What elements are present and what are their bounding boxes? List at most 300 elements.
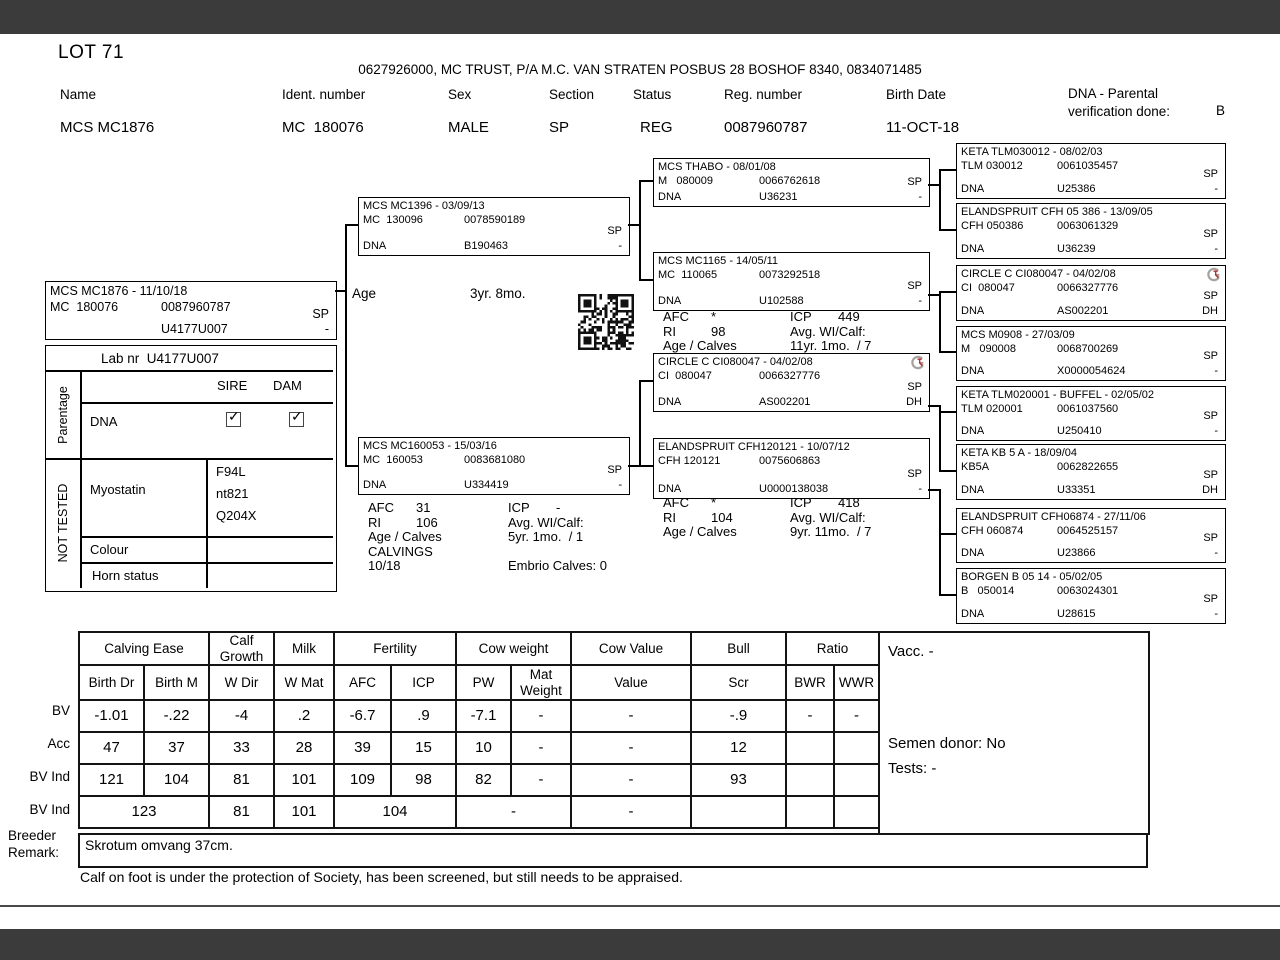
stat-label: 11yr. 1mo. / 7 [790, 338, 872, 353]
animal-name-date: KETA TLM030012 - 08/02/03 [961, 146, 1103, 158]
ebv-cell: 15 [391, 732, 456, 764]
qr-code [578, 294, 634, 350]
ebv-cell [834, 796, 879, 828]
not-tested-section-label: NOT TESTED [56, 483, 70, 563]
status-code: - [618, 240, 622, 252]
dna-label: DNA [658, 295, 682, 307]
status-code: - [618, 479, 622, 491]
ebv-group-header: Milk [274, 632, 334, 665]
check-glyph: ✓ [291, 408, 303, 424]
dna-lab-number: B190463 [464, 240, 509, 252]
pedigree-box [956, 568, 1226, 624]
pedigree-connector-line [939, 489, 941, 596]
animal-name-date: MCS MC1165 - 14/05/11 [658, 255, 779, 267]
stat-value: * [711, 495, 717, 510]
check-glyph: ✓ [228, 408, 240, 424]
ebv-cell: 121 [79, 764, 144, 796]
stat-label: 9yr. 11mo. / 7 [790, 524, 872, 539]
animal-name-date: KETA KB 5 A - 18/09/04 [961, 447, 1077, 459]
stat-line [663, 510, 737, 525]
stat-label: Age / Calves [663, 524, 737, 539]
pedigree-connector-line [639, 380, 653, 382]
dna-lab-number: U250410 [1057, 425, 1102, 437]
lot-number: LOT 71 [58, 42, 125, 63]
stat-line [508, 544, 607, 559]
animal-reg-number: 0066327776 [759, 370, 821, 382]
ebv-cell: 81 [209, 764, 274, 796]
field-value-section: SP [549, 119, 570, 136]
ebv-row-label: BV [51, 703, 70, 718]
breeder-remark-text: Skrotum omvang 37cm. [85, 837, 233, 853]
ebv-cell: -6.7 [334, 700, 391, 732]
stat-label: AFC [663, 495, 689, 510]
bottom-border-bar [0, 929, 1280, 960]
dna-lab-number: AS002201 [1057, 305, 1109, 317]
stat-value: - [556, 500, 561, 515]
lab-nr-label: Lab nr [101, 351, 140, 366]
ebv-cell: 123 [79, 796, 209, 828]
ebv-cell: - [571, 732, 691, 764]
field-value-birth-date: 11-OCT-18 [886, 119, 960, 136]
lab-panel [45, 345, 337, 592]
pedigree-box [358, 437, 630, 495]
ebv-group-header: Calving Ease [79, 632, 209, 665]
stat-line [790, 324, 871, 339]
field-label-ident-number: Ident. number [282, 87, 366, 102]
status-code: DH [1202, 305, 1218, 317]
section-code: SP [607, 225, 622, 237]
ebv-group-header: Fertility [334, 632, 456, 665]
ebv-cell [691, 796, 786, 828]
ebv-cell: .2 [274, 700, 334, 732]
stat-label: Age / Calves [663, 338, 737, 353]
ebv-data-row [79, 732, 879, 764]
ebv-data-row [79, 700, 879, 732]
pedigree-box [653, 438, 930, 499]
stat-label: AFC [368, 500, 394, 515]
sire-dna-checkbox-checked-icon [226, 408, 241, 427]
animal-reg-number: 0062822655 [1057, 461, 1119, 473]
pedigree-connector-line [939, 533, 956, 535]
field-label-section: Section [549, 87, 595, 102]
ebv-cell: 81 [209, 796, 274, 828]
dna-lab-number: AS002201 [759, 396, 811, 408]
ebv-merged-row [79, 796, 879, 828]
section-code: SP [607, 464, 622, 476]
pedigree-box [45, 281, 337, 340]
ebv-cell: -7.1 [456, 700, 511, 732]
ebv-cell: 98 [391, 764, 456, 796]
vacc-text: Vacc. - [888, 643, 934, 660]
status-code: - [324, 322, 329, 336]
stat-label: RI [368, 514, 381, 530]
animal-ident-number: MC 130096 [363, 214, 423, 226]
animal-ident-number: MC 110065 [658, 269, 718, 281]
society-footnote: Calf on foot is under the protection of Society, has been screened, but still needs to be appraised. [80, 869, 683, 885]
dna-lab-number: X0000054624 [1057, 365, 1126, 377]
ebv-cell [786, 796, 834, 828]
stat-value: 106 [416, 514, 438, 530]
ebv-row-label: BV Ind [29, 802, 70, 817]
stat-label: 5yr. 1mo. / 1 [508, 529, 584, 544]
ebv-cell: - [834, 700, 879, 732]
pedigree-box [653, 158, 930, 207]
pedigree-connector-line [939, 594, 956, 596]
animal-name-date: MCS M0908 - 27/03/09 [961, 329, 1075, 341]
animal-reg-number: 0087960787 [161, 300, 231, 314]
dna-label: DNA [961, 243, 985, 255]
ebv-cell: 82 [456, 764, 511, 796]
ebv-cell: - [571, 764, 691, 796]
status-code: - [918, 483, 922, 495]
stat-label: RI [663, 509, 676, 525]
status-code: - [1214, 608, 1218, 620]
ebv-subheader: Mat Weight [511, 665, 571, 700]
ebv-subheader: Value [571, 665, 691, 700]
breeder-contact-line: 0627926000, MC TRUST, P/A M.C. VAN STRATEN POSBUS 28 BOSHOF 8340, 0834071485 [358, 62, 922, 77]
pedigree-connector-line [939, 291, 956, 293]
dna-parental-label-line1: DNA - Parental [1068, 86, 1159, 101]
ebv-cell: -1.01 [79, 700, 144, 732]
dna-parental-verification-value: B [1216, 103, 1226, 118]
pedigree-box [956, 143, 1226, 199]
ebv-group-header: Cow Value [571, 632, 691, 665]
ebv-cell: 101 [274, 796, 334, 828]
animal-reg-number: 0078590189 [464, 214, 526, 226]
pedigree-connector-line [345, 224, 358, 226]
stat-line [663, 524, 737, 539]
stat-line [663, 309, 737, 324]
age-value: 3yr. 8mo. [470, 286, 526, 301]
animal-reg-number: 0066762618 [759, 175, 821, 187]
section-code: SP [907, 280, 922, 292]
stat-line [508, 515, 607, 530]
ebv-data-row [79, 764, 879, 796]
production-stats-left [663, 309, 737, 353]
lab-nr-value: U4177U007 [146, 351, 219, 366]
stat-line [790, 510, 871, 525]
animal-reg-number: 0063061329 [1057, 220, 1119, 232]
sire-column-header: SIRE [217, 378, 248, 393]
dna-parental-verification-label [1068, 85, 1170, 121]
animal-ident-number: CI 080047 [961, 282, 1015, 294]
stat-value: 104 [711, 509, 733, 525]
field-label-birth-date: Birth Date [886, 87, 947, 102]
breeder-remark-label-line2: Remark: [8, 845, 60, 860]
stat-line [663, 338, 737, 353]
dna-label: DNA [961, 425, 985, 437]
animal-name-date: MCS MC1396 - 03/09/13 [363, 200, 485, 212]
dna-lab-number: U25386 [1057, 183, 1096, 195]
status-code: - [918, 295, 922, 307]
stat-line [790, 309, 871, 324]
animal-name-date: MCS MC160053 - 15/03/16 [363, 440, 497, 452]
stat-label: ICP [508, 500, 530, 515]
ebv-cell [834, 732, 879, 764]
ebv-subheader: Birth M [144, 665, 209, 700]
dna-label: DNA [961, 365, 985, 377]
lab-grid-line [80, 536, 333, 538]
pedigree-connector-line [639, 180, 641, 281]
animal-name-date: BORGEN B 05 14 - 05/02/05 [961, 571, 1103, 583]
field-value-sex: MALE [448, 119, 489, 136]
ebv-row-label: Acc [47, 736, 70, 751]
production-stats-right [790, 495, 871, 539]
field-label-sex: Sex [448, 87, 472, 102]
animal-ident-number: M 080009 [658, 175, 714, 187]
pedigree-box [358, 197, 630, 256]
ebv-table-container [78, 631, 880, 829]
ebv-row-label: BV Ind [29, 769, 70, 784]
stat-label: Avg. WI/Calf: [790, 323, 866, 339]
dna-label: DNA [658, 396, 682, 408]
stat-label: AFC [663, 309, 689, 324]
stat-label: CALVINGS [368, 543, 433, 559]
dna-label: DNA [961, 484, 985, 496]
ebv-subheader: WWR [834, 665, 879, 700]
ebv-cell: 28 [274, 732, 334, 764]
animal-ident-number: KB5A [961, 461, 990, 473]
animal-reg-number: 0064525157 [1057, 525, 1119, 537]
ebv-cell: - [511, 764, 571, 796]
animal-reg-number: 0061037560 [1057, 403, 1119, 415]
pedigree-connector-line [639, 180, 653, 182]
pedigree-connector-line [939, 229, 956, 231]
lab-grid-line [206, 458, 208, 588]
animal-ident-number: MC 180076 [50, 300, 119, 314]
animal-ident-number: CFH 120121 [658, 455, 721, 467]
field-value-status: REG [640, 119, 673, 136]
stat-line [508, 529, 607, 544]
production-stats-left [663, 495, 737, 539]
animal-ident-number: CFH 060874 [961, 525, 1024, 537]
pedigree-box [956, 508, 1226, 563]
animal-reg-number: 0068700269 [1057, 343, 1119, 355]
dna-lab-number: U33351 [1057, 484, 1096, 496]
pedigree-box [956, 444, 1226, 500]
ebv-subheader: Scr [691, 665, 786, 700]
horn-status-label: Horn status [92, 568, 159, 583]
status-code: - [1214, 243, 1218, 255]
ebv-subheader: AFC [334, 665, 391, 700]
section-code: SP [1203, 228, 1218, 240]
ebv-cell: 33 [209, 732, 274, 764]
ebv-cell: -4 [209, 700, 274, 732]
stat-line [663, 495, 737, 510]
dna-label: DNA [363, 479, 387, 491]
pedigree-connector-line [639, 279, 653, 281]
stat-line [508, 558, 607, 573]
ebv-cell: - [511, 700, 571, 732]
animal-reg-number: 0073292518 [759, 269, 821, 281]
dna-lab-number: U4177U007 [161, 322, 228, 336]
pedigree-connector-line [939, 470, 956, 472]
dna-lab-number: U36231 [759, 191, 798, 203]
stat-line [508, 500, 607, 515]
pedigree-box [956, 203, 1226, 259]
stat-line [368, 529, 442, 544]
stat-line [368, 500, 442, 515]
tests-text: Tests: - [888, 760, 937, 777]
ebv-cell: 10 [456, 732, 511, 764]
ebv-cell: 93 [691, 764, 786, 796]
stat-value: * [711, 309, 717, 324]
animal-ident-number: TLM 020001 [961, 403, 1023, 415]
dna-lab-number: U36239 [1057, 243, 1096, 255]
pedigree-box [653, 353, 930, 412]
age-label: Age [352, 286, 377, 301]
myostatin-value: Q204X [216, 508, 257, 523]
production-stats-right [790, 309, 871, 353]
section-code: SP [1203, 532, 1218, 544]
pedigree-connector-line [345, 224, 347, 467]
section-code: SP [312, 307, 329, 321]
colour-label: Colour [90, 542, 129, 557]
animal-ident-number: M 090008 [961, 343, 1017, 355]
stat-value: 31 [416, 500, 431, 515]
breeder-remark-label-line1: Breeder [8, 828, 57, 843]
dna-label: DNA [961, 608, 985, 620]
ebv-group-row [79, 632, 879, 665]
dna-lab-number: U23866 [1057, 547, 1096, 559]
vaccination-panel [878, 631, 1150, 835]
ebv-group-header: Ratio [786, 632, 879, 665]
stat-label: Embrio Calves: 0 [508, 558, 607, 573]
animal-name-date: KETA TLM020001 - BUFFEL - 02/05/02 [961, 389, 1155, 401]
dna-label: DNA [658, 191, 682, 203]
ebv-cell: - [456, 796, 571, 828]
dna-label: DNA [363, 240, 387, 252]
lab-grid-line [80, 402, 333, 404]
stat-line [663, 324, 737, 339]
status-code: DH [906, 396, 922, 408]
dam-column-header: DAM [273, 378, 302, 393]
pedigree-connector-line [345, 465, 358, 467]
ebv-subheader: PW [456, 665, 511, 700]
lab-number-line [101, 351, 219, 366]
myostatin-value: F94L [216, 464, 246, 479]
section-code: SP [907, 176, 922, 188]
status-code: DH [1202, 484, 1218, 496]
ebv-cell: 37 [144, 732, 209, 764]
ebv-cell: 109 [334, 764, 391, 796]
stat-label: 10/18 [368, 558, 401, 573]
pedigree-connector-line [639, 380, 641, 467]
pedigree-box [956, 386, 1226, 441]
dna-label: DNA [961, 547, 985, 559]
production-stats-right [508, 500, 607, 573]
lab-grid-line [80, 562, 333, 564]
ebv-cell: 47 [79, 732, 144, 764]
ebv-subheader: ICP [391, 665, 456, 700]
top-border-bar [0, 0, 1280, 34]
pedigree-connector-line [939, 169, 941, 231]
dna-lab-number: U102588 [759, 295, 804, 307]
breeder-remark-box [78, 833, 1148, 868]
dam-dna-checkbox-checked-icon [289, 408, 304, 427]
ebv-cell: .9 [391, 700, 456, 732]
footer-divider-line [0, 905, 1280, 907]
dna-row-label: DNA [90, 414, 118, 429]
status-code: - [1214, 425, 1218, 437]
animal-name-date: ELANDSPRUIT CFH120121 - 10/07/12 [658, 441, 850, 453]
ebv-cell: - [571, 700, 691, 732]
status-code: - [1214, 547, 1218, 559]
pedigree-connector-line [939, 351, 956, 353]
stat-line [368, 558, 442, 573]
pedigree-connector-line [939, 169, 956, 171]
breed-society-logo-icon [1206, 267, 1221, 282]
ebv-cell: 104 [144, 764, 209, 796]
status-code: - [1214, 365, 1218, 377]
ebv-subheader: Birth Dr [79, 665, 144, 700]
animal-name-date: ELANDSPRUIT CFH 05 386 - 13/09/05 [961, 206, 1153, 218]
stat-value: 449 [838, 309, 860, 324]
dna-lab-number: U0000138038 [759, 483, 829, 495]
pedigree-box [956, 265, 1226, 321]
ebv-cell [786, 764, 834, 796]
pedigree-connector-line [939, 405, 941, 472]
stat-line [790, 495, 871, 510]
animal-reg-number: 0075606863 [759, 455, 821, 467]
ebv-cell: - [511, 732, 571, 764]
dna-label: DNA [961, 305, 985, 317]
ebv-group-header: Bull [691, 632, 786, 665]
field-label-name: Name [60, 87, 97, 102]
field-value-reg-number: 0087960787 [724, 119, 808, 136]
status-code: - [1214, 183, 1218, 195]
pedigree-connector-line [639, 465, 653, 467]
stat-label: Avg. WI/Calf: [508, 514, 584, 530]
ebv-cell: - [786, 700, 834, 732]
breeder-remark-label [8, 827, 59, 861]
section-code: SP [907, 468, 922, 480]
stat-value: 98 [711, 323, 726, 339]
stat-line [790, 338, 871, 353]
section-code: SP [1203, 350, 1218, 362]
stat-label: ICP [790, 309, 812, 324]
stat-value: 418 [838, 495, 860, 510]
ebv-table [78, 631, 880, 829]
animal-reg-number: 0063024301 [1057, 585, 1119, 597]
ebv-cell: - [571, 796, 691, 828]
animal-name-date: MCS THABO - 08/01/08 [658, 161, 776, 173]
semen-donor-text: Semen donor: No [888, 735, 1006, 752]
dna-lab-number: U28615 [1057, 608, 1096, 620]
ebv-cell: 12 [691, 732, 786, 764]
ebv-subheader: W Mat [274, 665, 334, 700]
ebv-cell: -.22 [144, 700, 209, 732]
ebv-subheader: W Dir [209, 665, 274, 700]
field-value-name: MCS MC1876 [60, 119, 155, 136]
section-code: SP [907, 381, 922, 393]
stat-label: ICP [790, 495, 812, 510]
ebv-subheader-row [79, 665, 879, 700]
section-code: SP [1203, 290, 1218, 302]
pedigree-connector-line [939, 411, 956, 413]
dna-label: DNA [658, 483, 682, 495]
stat-line [368, 544, 442, 559]
stat-label: Age / Calves [368, 529, 442, 544]
animal-ident-number: CI 080047 [658, 370, 712, 382]
stat-line [368, 515, 442, 530]
animal-ident-number: MC 160053 [363, 454, 423, 466]
dna-parental-label-line2: verification done: [1068, 104, 1171, 119]
section-code: SP [1203, 410, 1218, 422]
ebv-cell: 104 [334, 796, 456, 828]
dna-lab-number: U334419 [464, 479, 509, 491]
dna-label: DNA [961, 183, 985, 195]
